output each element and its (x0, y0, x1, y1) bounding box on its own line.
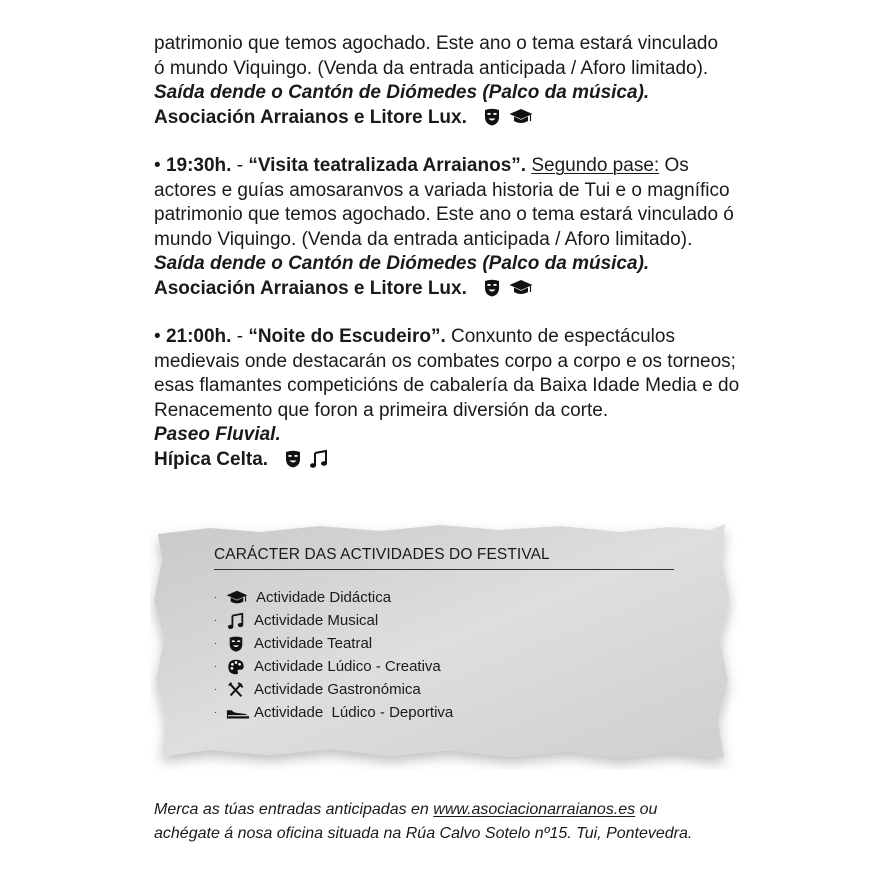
graduation-cap-icon (508, 107, 534, 127)
bullet: · (214, 638, 218, 649)
legend-list (214, 586, 674, 724)
footer-line-1 (154, 798, 774, 822)
legend-label: Actividade Lúdico - Creativa (254, 658, 441, 675)
bullet: · (214, 684, 218, 695)
description-line: ó mundo Viquingo. (Venda da entrada anticipada / Aforo limitado). (154, 57, 709, 79)
activity-legend (214, 546, 674, 724)
event-block-3 (154, 325, 754, 472)
legend-item-creative (214, 655, 674, 678)
music-note-icon (309, 449, 329, 469)
event-organizer (154, 448, 754, 473)
event-location: Paseo Fluvial. (154, 424, 281, 445)
event-description (154, 154, 754, 252)
event-time: 19:30h. (165, 155, 232, 176)
event-program (154, 32, 754, 472)
legend-label: Actividade Lúdico - Deportiva (254, 704, 454, 721)
event-title: “Noite do Escudeiro”. (248, 326, 446, 347)
organizer-name: Asociación Arraianos e Litore Lux. (154, 106, 467, 128)
event-description (154, 325, 754, 423)
bullet: · (214, 615, 218, 626)
theatre-mask-icon (283, 449, 303, 469)
ticket-info-footer (154, 798, 774, 845)
legend-item-gastronomic (214, 678, 674, 701)
footer-text: ou (635, 801, 658, 818)
footer-line-2: achégate á nosa oficina situada na Rúa Calvo Sotelo nº15. Tui, Pontevedra. (154, 824, 693, 842)
bullet: · (214, 707, 218, 718)
organizer-name: Asociación Arraianos e Litore Lux. (154, 277, 467, 299)
event-organizer (154, 106, 754, 131)
event-block-2 (154, 154, 754, 301)
event-time: 21:00h. (165, 326, 232, 347)
separator: - (231, 155, 249, 176)
activity-icons (283, 449, 329, 469)
website-link[interactable]: www.asociacionarraianos.es (433, 801, 636, 818)
legend-item-sport (214, 701, 674, 724)
footer-text: Merca as túas entradas anticipadas en (154, 801, 434, 818)
event-block-1 (154, 32, 754, 130)
bullet: • (154, 155, 166, 176)
pass-label: Segundo pase: (531, 155, 660, 176)
legend-item-didactic (214, 586, 674, 609)
theatre-mask-icon (482, 107, 502, 127)
legend-label: Actividade Musical (254, 612, 379, 629)
palette-icon (226, 658, 246, 676)
activity-icons (482, 278, 534, 298)
event-location: Saída dende o Cantón de Diómedes (Palco da música). (154, 82, 650, 103)
activity-icons (482, 107, 534, 127)
legend-label: Actividade Teatral (254, 635, 373, 652)
fork-knife-icon (226, 681, 246, 699)
bullet: · (214, 661, 218, 672)
sneaker-icon (226, 704, 250, 722)
event-text: Conxunto de espectáculos medievais onde destacarán os combates corpo a corpo e os torneos; esas flamantes competicións de cabalería da Baixa Idade Media e do Renacemento que foron a primeira diversión da corte. (154, 326, 740, 421)
legend-label: Actividade Didáctica (256, 589, 392, 606)
event-description (154, 32, 754, 81)
theatre-mask-icon (482, 278, 502, 298)
legend-label: Actividade Gastronómica (254, 681, 421, 698)
event-location: Saída dende o Cantón de Diómedes (Palco da música). (154, 253, 650, 274)
event-title: “Visita teatralizada Arraianos”. (248, 155, 527, 176)
music-note-icon (226, 612, 246, 630)
organizer-name: Hípica Celta. (154, 448, 269, 470)
event-text: Os actores e guías amosaranvos a variada historia de Tui e o magnífico patrimonio que temos agochado. Este ano o tema estará vinculado ó mundo Viquingo. (Venda da entrada anticipada / Aforo limitado). (154, 155, 734, 250)
graduation-cap-icon (508, 278, 534, 298)
graduation-cap-icon (226, 589, 248, 607)
event-organizer (154, 277, 754, 302)
bullet: • (154, 326, 166, 347)
legend-item-musical (214, 609, 674, 632)
description-line: patrimonio que temos agochado. Este ano o tema estará vinculado (154, 33, 719, 54)
separator: - (231, 326, 249, 347)
legend-title: CARÁCTER DAS ACTIVIDADES DO FESTIVAL (214, 546, 674, 570)
bullet: · (214, 592, 218, 603)
legend-item-theatre (214, 632, 674, 655)
theatre-mask-icon (226, 635, 246, 653)
